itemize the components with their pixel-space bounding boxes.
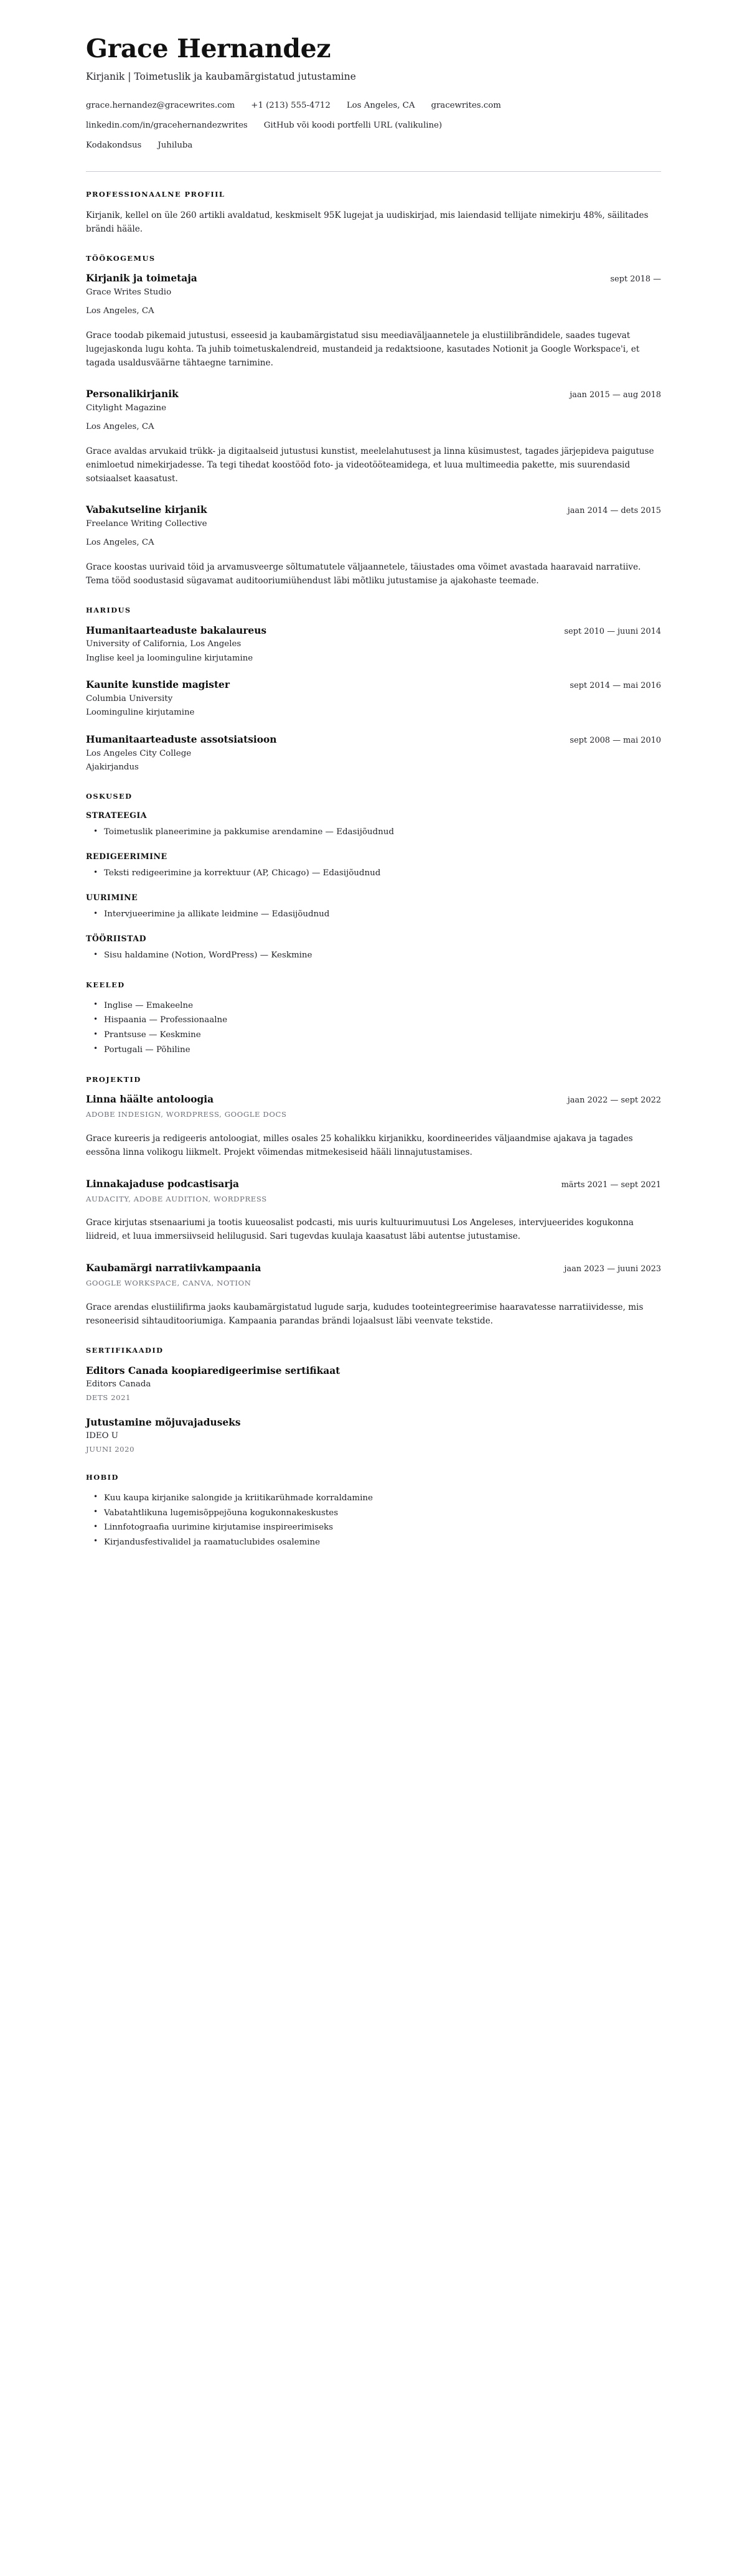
section-certifications	[86, 1347, 661, 1455]
section-title-hobbies: HOBID	[86, 1473, 119, 1482]
project-item	[86, 1093, 661, 1159]
job-location: Los Angeles, CA	[86, 538, 154, 547]
skill-item: • Toimetuslik planeerimine ja pakkumise arendamine — Edasijõudnud	[104, 825, 661, 839]
degree-date-range: sept 2014 — mai 2016	[570, 681, 661, 691]
certification-name: Editors Canada koopiaredigeerimise sertifikaat	[86, 1365, 341, 1376]
project-name: Kaubamärgi narratiivkampaania	[86, 1262, 261, 1274]
education-list	[86, 624, 661, 774]
candidate-tagline: Kirjanik | Toimetuslik ja kaubamärgistatud jutustamine	[86, 71, 356, 83]
job-location: Los Angeles, CA	[86, 306, 154, 316]
experience-item-header	[86, 504, 661, 517]
project-name: Linna häälte antoloogia	[86, 1094, 214, 1106]
experience-list	[86, 272, 661, 588]
job-date-range: jaan 2014 — dets 2015	[567, 506, 661, 516]
skill-item: • Teksti redigeerimine ja korrektuur (AP, Chicago) — Edasijõudnud	[104, 867, 661, 880]
section-work-experience	[86, 255, 661, 588]
degree-name: Humanitaarteaduste assotsiatsioon	[86, 734, 277, 746]
job-company: Citylight Magazine	[86, 403, 167, 413]
language-item: • Portugali — Põhiline	[104, 1043, 661, 1057]
contact-location: Los Angeles, CA	[346, 101, 415, 111]
skill-category-label: TÖÖRIISTAD	[86, 933, 147, 943]
job-location: Los Angeles, CA	[86, 422, 154, 432]
school-name: University of California, Los Angeles	[86, 639, 242, 649]
study-field: Loominguline kirjutamine	[86, 708, 195, 718]
education-item	[86, 679, 661, 719]
skill-category-label: UURIMINE	[86, 892, 138, 902]
project-item	[86, 1178, 661, 1244]
job-description: Grace toodab pikemaid jutustusi, esseesid ja kaubamärgistatud sisu meediaväljaannetele ja elustiilibrändidele, saades tugevat lugejaskonda lugu kohta. Ta juhib toimetuskalendreid, mustandeid ja redaktsioone, kasutades Notionit ja Google Workspace'i, et tagada usaldusväärne tähtaegne tarnimine.	[86, 331, 640, 369]
job-date-range: sept 2018 —	[610, 275, 661, 284]
education-item	[86, 733, 661, 774]
project-tech-stack: ADOBE INDESIGN, WORDPRESS, GOOGLE DOCS	[86, 1109, 287, 1119]
project-date-range: jaan 2023 — juuni 2023	[564, 1264, 661, 1274]
job-role: Kirjanik ja toimetaja	[86, 273, 197, 284]
study-field: Ajakirjandus	[86, 763, 139, 773]
contact-portfolio-url[interactable]: GitHub või koodi portfelli URL (valikuline)	[263, 121, 443, 131]
experience-item	[86, 272, 661, 370]
certification-item	[86, 1416, 661, 1455]
section-education	[86, 606, 661, 774]
degree-date-range: sept 2010 — juuni 2014	[564, 626, 661, 636]
degree-name: Kaunite kunstide magister	[86, 679, 230, 691]
project-item-header	[86, 1093, 661, 1106]
study-field: Inglise keel ja loominguline kirjutamine	[86, 653, 253, 663]
experience-item-header	[86, 388, 661, 401]
skill-item-list	[86, 867, 661, 880]
job-role: Vabakutseline kirjanik	[86, 504, 207, 516]
skill-group-editing	[86, 852, 661, 880]
project-name: Linnakajaduse podcastisarja	[86, 1178, 240, 1190]
skill-item-list	[86, 825, 661, 839]
certification-date: JUUNI 2020	[86, 1445, 135, 1454]
contact-row-secondary	[86, 120, 661, 132]
skill-group-research	[86, 893, 661, 921]
job-role: Personalikirjanik	[86, 388, 179, 400]
experience-item	[86, 504, 661, 588]
education-item-header	[86, 733, 661, 746]
section-projects	[86, 1076, 661, 1328]
project-description: Grace arendas elustiilifirma jaoks kaubamärgistatud lugude sarja, kududes tooteintegreerimise haaravatesse narratiividesse, mis resoneerisid sihtauditooriumiga. Kampaania parandas brändi lojaalsust läbi veenvate tekstide.	[86, 1302, 644, 1326]
project-date-range: jaan 2022 — sept 2022	[567, 1096, 661, 1106]
certification-issuer: Editors Canada	[86, 1379, 151, 1389]
section-title-skills: OSKUSED	[86, 792, 133, 801]
education-item-header	[86, 624, 661, 637]
contact-linkedin[interactable]: linkedin.com/in/gracehernandezwrites	[86, 121, 248, 131]
hobby-item: • Vabatahtlikuna lugemisõppejõuna kogukonnakeskustes	[104, 1507, 661, 1520]
skill-category-label: REDIGEERIMINE	[86, 851, 167, 861]
skill-item: • Intervjueerimine ja allikate leidmine — Edasijõudnud	[104, 908, 661, 921]
project-date-range: märts 2021 — sept 2021	[561, 1180, 661, 1190]
contact-drivers-license: Juhiluba	[157, 141, 193, 151]
job-date-range: jaan 2015 — aug 2018	[570, 390, 661, 400]
project-description: Grace kirjutas stsenaariumi ja tootis kuueosalist podcasti, mis uuris kultuurimuutusi Los Angeleses, intervjueerides kogukonna liidreid, et luua immersiivseid helilugusid. Sari tugevdas kuulaja kaasatust läbi autentse jutustamise.	[86, 1218, 634, 1242]
section-title-profile: PROFESSIONAALNE PROFIIL	[86, 190, 225, 199]
candidate-name: Grace Hernandez	[86, 34, 331, 63]
section-languages	[86, 981, 661, 1057]
experience-item	[86, 388, 661, 486]
certification-item	[86, 1365, 661, 1403]
contact-row-tertiary	[86, 139, 661, 152]
education-item-header	[86, 679, 661, 692]
language-item: • Inglise — Emakeelne	[104, 999, 661, 1013]
section-title-languages: KEELED	[86, 980, 125, 990]
school-name: Los Angeles City College	[86, 749, 192, 759]
skill-category-label: STRATEEGIA	[86, 810, 148, 820]
project-item-header	[86, 1178, 661, 1191]
skill-item: • Sisu haldamine (Notion, WordPress) — Keskmine	[104, 949, 661, 962]
certification-date: DETS 2021	[86, 1393, 131, 1402]
degree-date-range: sept 2008 — mai 2010	[570, 736, 661, 746]
resume-header	[86, 35, 661, 172]
language-item: • Hispaania — Professionaalne	[104, 1013, 661, 1027]
job-description: Grace koostas uurivaid töid ja arvamusveerge sõltumatutele väljaannetele, täiustades oma võimet avastada haaravaid narratiive. Tema tööd soodustasid sügavamat auditooriumiühendust läbi mõtliku jutustamise ja ajakohaste teemade.	[86, 562, 641, 586]
project-description: Grace kureeris ja redigeeris antoloogiat, milles osales 25 kohalikku kirjanikku, koordineerides väljaandmise ajakava ja tagades eessõna linna volikogu liikmelt. Projekt võimendas mitmekesiseid hääli linnajutustamises.	[86, 1133, 633, 1157]
project-item-header	[86, 1262, 661, 1275]
hobby-list	[86, 1492, 661, 1549]
experience-item-header	[86, 272, 661, 285]
education-item	[86, 624, 661, 665]
project-tech-stack: GOOGLE WORKSPACE, CANVA, NOTION	[86, 1279, 251, 1288]
section-skills	[86, 792, 661, 962]
degree-name: Humanitaarteaduste bakalaureus	[86, 624, 267, 636]
project-item	[86, 1262, 661, 1328]
certification-issuer: IDEO U	[86, 1431, 118, 1441]
contact-website[interactable]: gracewrites.com	[431, 101, 501, 111]
job-company: Grace Writes Studio	[86, 288, 172, 298]
section-professional-profile	[86, 190, 661, 236]
section-hobbies	[86, 1474, 661, 1549]
profile-summary-text: Kirjanik, kellel on üle 260 artikli avaldatud, keskmiselt 95K lugejat ja uudiskirjad, mis laiendasid tellijate nimekirju 48%, säilitades brändi hääle.	[86, 210, 649, 234]
certification-name: Jutustamine mõjuvajaduseks	[86, 1417, 241, 1429]
skill-item-list	[86, 908, 661, 921]
skill-group-tools	[86, 934, 661, 962]
contact-citizenship: Kodakondsus	[86, 141, 142, 151]
section-title-projects: PROJEKTID	[86, 1074, 141, 1084]
job-company: Freelance Writing Collective	[86, 519, 207, 529]
contact-row-primary	[86, 100, 661, 112]
school-name: Columbia University	[86, 694, 173, 704]
contact-phone[interactable]: +1 (213) 555-4712	[251, 101, 331, 111]
section-title-education: HARIDUS	[86, 605, 131, 614]
hobby-item: • Linnfotograafia uurimine kirjutamise inspireerimiseks	[104, 1521, 661, 1535]
skill-item-list	[86, 949, 661, 962]
hobby-item: • Kirjandusfestivalidel ja raamatuclubides osalemine	[104, 1536, 661, 1549]
language-list	[86, 999, 661, 1057]
section-title-certifications: SERTIFIKAADID	[86, 1346, 164, 1355]
contact-email[interactable]: grace.hernandez@gracewrites.com	[86, 101, 235, 111]
hobby-item: • Kuu kaupa kirjanike salongide ja kriitikarühmade korraldamine	[104, 1492, 661, 1505]
job-description: Grace avaldas arvukaid trükk- ja digitaalseid jutustusi kunstist, meelelahutusest ja linna küsimustest, tagades järjepideva paigutuse enimloetud nimekirjadesse. Ta tegi tihedat koostööd foto- ja videotööteamidega, et luua multimeedia pakette, mis suurendasid sotsiaalset kaasatust.	[86, 446, 654, 484]
header-divider	[86, 171, 661, 172]
skill-group-strategy	[86, 811, 661, 839]
language-item: • Prantsuse — Keskmine	[104, 1028, 661, 1042]
project-tech-stack: AUDACITY, ADOBE AUDITION, WORDPRESS	[86, 1194, 267, 1203]
section-title-experience: TÖÖKOGEMUS	[86, 253, 156, 263]
